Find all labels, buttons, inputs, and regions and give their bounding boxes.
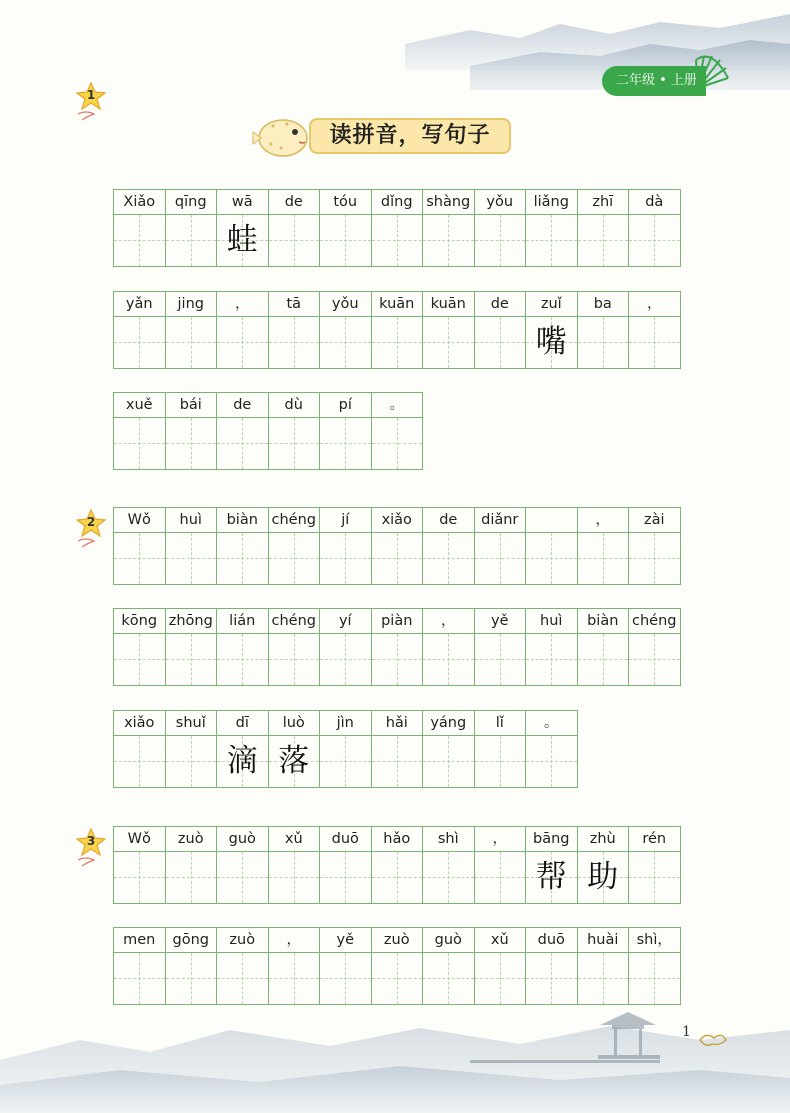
pinyin-cell: shì， <box>629 928 681 953</box>
hanzi-writing-cell[interactable] <box>114 634 166 686</box>
hanzi-writing-cell[interactable] <box>629 953 681 1005</box>
hanzi-writing-cell[interactable] <box>372 215 424 267</box>
pinyin-cell: bāng <box>526 827 578 852</box>
page-number: 1 <box>682 1024 691 1040</box>
exercise-number-star <box>76 509 108 543</box>
hanzi-writing-cell[interactable] <box>372 533 424 585</box>
exercise-number: 2 <box>86 515 96 529</box>
pinyin-cell: duō <box>320 827 372 852</box>
writing-grid-row <box>113 826 681 904</box>
hanzi-writing-cell[interactable] <box>578 317 630 369</box>
pinyin-cell: yí <box>320 609 372 634</box>
hanzi-writing-cell[interactable] <box>629 215 681 267</box>
pinyin-cell: kuān <box>372 292 424 317</box>
pinyin-cell: ， <box>269 928 321 953</box>
grade-badge: 二年级 • 上册 <box>602 66 706 96</box>
hanzi-writing-cell[interactable] <box>166 215 218 267</box>
hanzi-writing-cell[interactable] <box>475 736 527 788</box>
hanzi-writing-cell[interactable] <box>320 418 372 470</box>
pinyin-cell: 。 <box>372 393 424 418</box>
pinyin-cell: shuǐ <box>166 711 218 736</box>
hanzi-writing-cell[interactable] <box>166 418 218 470</box>
pinyin-cell: yǒu <box>475 190 527 215</box>
hanzi-character: 落 <box>278 743 310 779</box>
exercise-number: 3 <box>86 834 96 848</box>
hanzi-writing-cell[interactable] <box>475 533 527 585</box>
pinyin-cell: lǐ <box>475 711 527 736</box>
hanzi-writing-cell[interactable] <box>166 533 218 585</box>
hanzi-writing-cell[interactable] <box>269 634 321 686</box>
pinyin-cell: shì <box>423 827 475 852</box>
pinyin-cell: lián <box>217 609 269 634</box>
hanzi-writing-cell[interactable] <box>217 533 269 585</box>
pinyin-cell: men <box>114 928 166 953</box>
writing-grid-row <box>113 291 681 369</box>
pinyin-cell: dù <box>269 393 321 418</box>
pinyin-cell: xuě <box>114 393 166 418</box>
writing-grid-row <box>113 927 681 1005</box>
hanzi-writing-cell[interactable] <box>320 215 372 267</box>
pinyin-cell: 。 <box>526 711 578 736</box>
hanzi-writing-cell[interactable] <box>578 953 630 1005</box>
pinyin-cell: guò <box>217 827 269 852</box>
hanzi-writing-cell[interactable] <box>217 317 269 369</box>
hanzi-writing-cell[interactable] <box>320 634 372 686</box>
hanzi-writing-cell[interactable] <box>269 852 321 904</box>
hanzi-writing-cell[interactable] <box>320 736 372 788</box>
pinyin-cell: piàn <box>372 609 424 634</box>
pinyin-cell: ， <box>629 292 681 317</box>
hanzi-writing-cell[interactable] <box>423 215 475 267</box>
hanzi-writing-cell[interactable] <box>372 852 424 904</box>
pinyin-cell: ， <box>217 292 269 317</box>
pinyin-cell: yě <box>475 609 527 634</box>
pinyin-cell: huì <box>526 609 578 634</box>
page-title: 读拼音，写句子 <box>309 118 511 154</box>
hanzi-writing-cell[interactable] <box>114 418 166 470</box>
pinyin-cell: chéng <box>269 609 321 634</box>
pinyin-cell: yǒu <box>320 292 372 317</box>
hanzi-writing-cell[interactable] <box>372 953 424 1005</box>
hanzi-writing-cell[interactable] <box>217 215 269 267</box>
hanzi-writing-cell[interactable] <box>423 533 475 585</box>
hanzi-writing-cell[interactable] <box>578 533 630 585</box>
hanzi-writing-cell[interactable] <box>114 317 166 369</box>
pinyin-cell: gōng <box>166 928 218 953</box>
pinyin-cell: hǎi <box>372 711 424 736</box>
hanzi-writing-cell[interactable] <box>526 215 578 267</box>
pinyin-cell: huài <box>578 928 630 953</box>
pufferfish-icon <box>251 112 315 162</box>
hanzi-writing-cell[interactable] <box>217 852 269 904</box>
hanzi-character: 嘴 <box>535 324 567 360</box>
pinyin-cell: wā <box>217 190 269 215</box>
hanzi-writing-cell[interactable] <box>217 953 269 1005</box>
writing-grid-row <box>113 392 423 470</box>
pinyin-cell: liǎng <box>526 190 578 215</box>
hanzi-writing-cell[interactable] <box>526 852 578 904</box>
hanzi-writing-cell[interactable] <box>526 317 578 369</box>
pinyin-cell: yě <box>320 928 372 953</box>
hanzi-writing-cell[interactable] <box>423 317 475 369</box>
pinyin-cell: xiǎo <box>372 508 424 533</box>
hanzi-writing-cell[interactable] <box>269 215 321 267</box>
pinyin-cell: de <box>217 393 269 418</box>
pinyin-cell: de <box>475 292 527 317</box>
writing-grid-row <box>113 608 681 686</box>
hanzi-writing-cell[interactable] <box>320 533 372 585</box>
hanzi-writing-cell[interactable] <box>217 418 269 470</box>
hanzi-writing-cell[interactable] <box>166 736 218 788</box>
hanzi-writing-cell[interactable] <box>166 953 218 1005</box>
hanzi-writing-cell[interactable] <box>114 852 166 904</box>
hanzi-writing-cell[interactable] <box>269 533 321 585</box>
section-title <box>251 112 521 162</box>
pinyin-cell: jí <box>320 508 372 533</box>
hanzi-writing-cell[interactable] <box>320 317 372 369</box>
pinyin-cell: dǐng <box>372 190 424 215</box>
pinyin-cell: tóu <box>320 190 372 215</box>
hanzi-writing-cell[interactable] <box>269 317 321 369</box>
hanzi-writing-cell[interactable] <box>114 215 166 267</box>
hanzi-writing-cell[interactable] <box>423 953 475 1005</box>
exercise-number: 1 <box>86 88 96 102</box>
hanzi-writing-cell[interactable] <box>629 634 681 686</box>
hanzi-writing-cell[interactable] <box>114 953 166 1005</box>
pinyin-cell: bái <box>166 393 218 418</box>
pinyin-cell: de <box>423 508 475 533</box>
hanzi-writing-cell[interactable] <box>372 736 424 788</box>
hanzi-character: 滴 <box>226 743 258 779</box>
pinyin-cell: zhōng <box>166 609 218 634</box>
pinyin-cell: shàng <box>423 190 475 215</box>
pinyin-cell: hǎo <box>372 827 424 852</box>
pinyin-cell: qīng <box>166 190 218 215</box>
writing-grid-row <box>113 189 681 267</box>
hanzi-writing-cell[interactable] <box>372 418 424 470</box>
hanzi-writing-cell[interactable] <box>526 634 578 686</box>
pinyin-cell: xǔ <box>269 827 321 852</box>
pinyin-cell: tā <box>269 292 321 317</box>
hanzi-writing-cell[interactable] <box>166 852 218 904</box>
pinyin-cell: guò <box>423 928 475 953</box>
pinyin-cell: Wǒ <box>114 827 166 852</box>
pinyin-cell: pí <box>320 393 372 418</box>
writing-grid-row <box>113 710 578 788</box>
pinyin-cell: chéng <box>629 609 681 634</box>
pinyin-cell: kuān <box>423 292 475 317</box>
hanzi-writing-cell[interactable] <box>578 634 630 686</box>
hanzi-writing-cell[interactable] <box>629 533 681 585</box>
hanzi-writing-cell[interactable] <box>423 736 475 788</box>
pinyin-cell: ba <box>578 292 630 317</box>
hanzi-writing-cell[interactable] <box>629 852 681 904</box>
hanzi-character: 帮 <box>535 859 567 895</box>
pinyin-cell: Xiǎo <box>114 190 166 215</box>
writing-grid-row <box>113 507 681 585</box>
pinyin-cell: diǎnr <box>475 508 527 533</box>
pinyin-cell: rén <box>629 827 681 852</box>
hanzi-writing-cell[interactable] <box>423 852 475 904</box>
pinyin-cell: huì <box>166 508 218 533</box>
hanzi-writing-cell[interactable] <box>475 852 527 904</box>
pinyin-cell <box>526 508 578 533</box>
pinyin-cell: jìn <box>320 711 372 736</box>
pinyin-cell: biàn <box>217 508 269 533</box>
pinyin-cell: yǎn <box>114 292 166 317</box>
pinyin-cell: xiǎo <box>114 711 166 736</box>
pinyin-cell: dī <box>217 711 269 736</box>
pinyin-cell: kōng <box>114 609 166 634</box>
hanzi-writing-cell[interactable] <box>166 317 218 369</box>
exercise-number-star <box>76 82 108 116</box>
pinyin-cell: zài <box>629 508 681 533</box>
hanzi-writing-cell[interactable] <box>320 953 372 1005</box>
pinyin-cell: ， <box>475 827 527 852</box>
hanzi-character: 助 <box>587 859 619 895</box>
hanzi-writing-cell[interactable] <box>217 736 269 788</box>
hanzi-writing-cell[interactable] <box>372 634 424 686</box>
hanzi-writing-cell[interactable] <box>526 953 578 1005</box>
hanzi-writing-cell[interactable] <box>475 634 527 686</box>
pinyin-cell: zuò <box>372 928 424 953</box>
pinyin-cell: Wǒ <box>114 508 166 533</box>
pinyin-cell: dà <box>629 190 681 215</box>
pinyin-cell: ， <box>423 609 475 634</box>
hanzi-character: 蛙 <box>226 222 258 258</box>
hanzi-writing-cell[interactable] <box>578 215 630 267</box>
hanzi-writing-cell[interactable] <box>114 736 166 788</box>
pinyin-cell: yáng <box>423 711 475 736</box>
hanzi-writing-cell[interactable] <box>475 317 527 369</box>
pinyin-cell: duō <box>526 928 578 953</box>
pinyin-cell: ， <box>578 508 630 533</box>
pinyin-cell: zhù <box>578 827 630 852</box>
hanzi-writing-cell[interactable] <box>320 852 372 904</box>
pinyin-cell: luò <box>269 711 321 736</box>
hanzi-writing-cell[interactable] <box>526 533 578 585</box>
hanzi-writing-cell[interactable] <box>166 634 218 686</box>
hanzi-writing-cell[interactable] <box>578 852 630 904</box>
pinyin-cell: zuò <box>217 928 269 953</box>
hanzi-writing-cell[interactable] <box>475 953 527 1005</box>
hanzi-writing-cell[interactable] <box>629 317 681 369</box>
hanzi-writing-cell[interactable] <box>269 418 321 470</box>
pinyin-cell: zuǐ <box>526 292 578 317</box>
exercise-number-star <box>76 828 108 862</box>
pinyin-cell: zhī <box>578 190 630 215</box>
pinyin-cell: chéng <box>269 508 321 533</box>
hanzi-writing-cell[interactable] <box>269 736 321 788</box>
fan-icon <box>692 50 732 94</box>
pinyin-cell: zuò <box>166 827 218 852</box>
hanzi-writing-cell[interactable] <box>372 317 424 369</box>
pinyin-cell: de <box>269 190 321 215</box>
pinyin-cell: xǔ <box>475 928 527 953</box>
hanzi-writing-cell[interactable] <box>269 953 321 1005</box>
pinyin-cell: biàn <box>578 609 630 634</box>
hanzi-writing-cell[interactable] <box>217 634 269 686</box>
hanzi-writing-cell[interactable] <box>526 736 578 788</box>
pinyin-cell: jing <box>166 292 218 317</box>
hanzi-writing-cell[interactable] <box>423 634 475 686</box>
hanzi-writing-cell[interactable] <box>475 215 527 267</box>
hanzi-writing-cell[interactable] <box>114 533 166 585</box>
